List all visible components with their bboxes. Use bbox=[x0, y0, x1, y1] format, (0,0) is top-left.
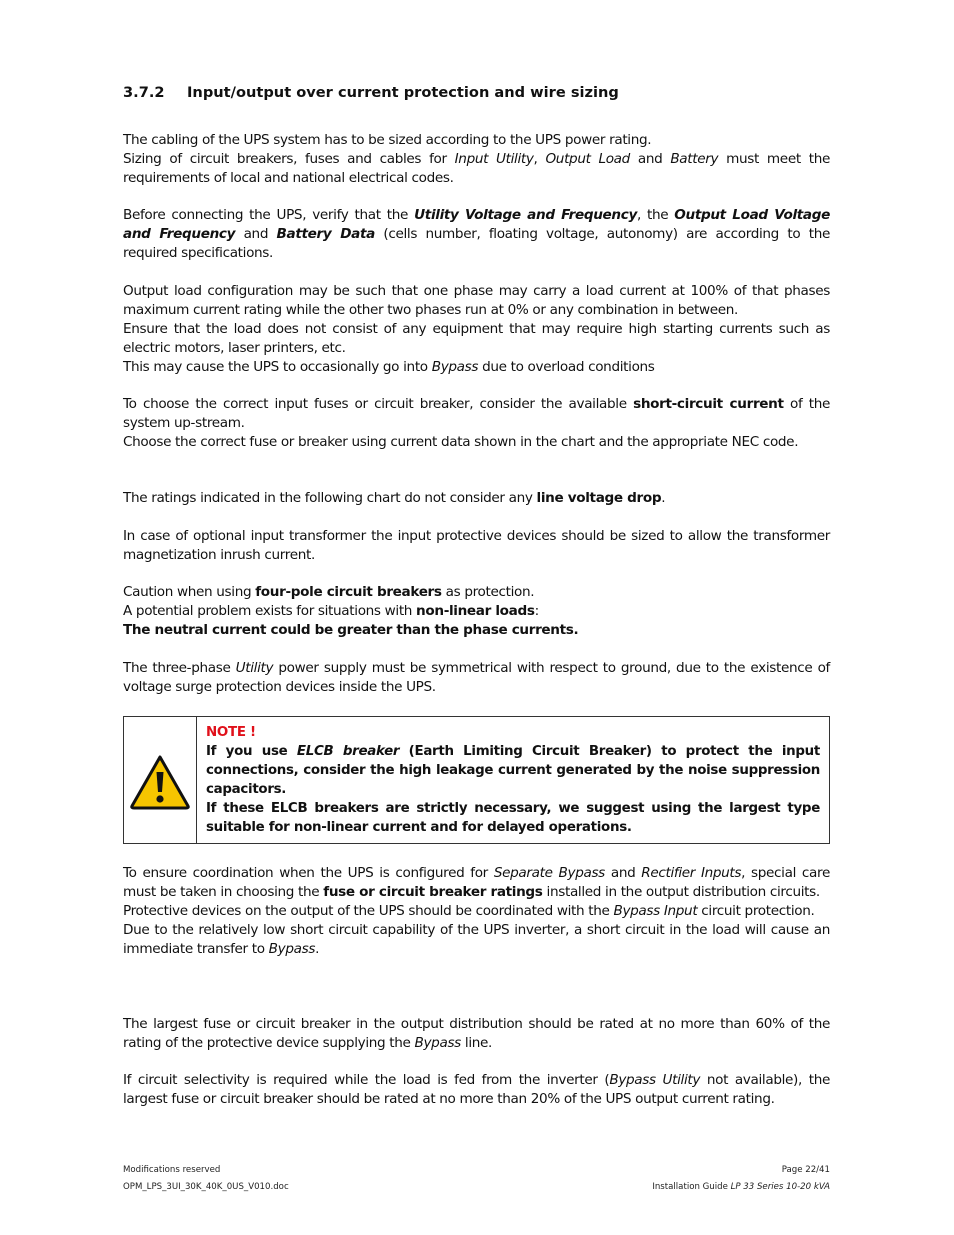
text-line: The three-phase Utility power supply must be symmetrical with respect to ground, due to the existence of voltage surge protection devices inside the UPS. bbox=[123, 660, 830, 695]
paragraph-selectivity bbox=[123, 1071, 830, 1109]
paragraph-symmetry bbox=[123, 659, 830, 697]
note-title: NOTE ! bbox=[206, 725, 256, 740]
paragraph-ratings bbox=[123, 489, 830, 508]
text-line: Sizing of circuit breakers, fuses and cables for Input Utility, Output Load and Battery must meet the requirements of local and national electrical codes. bbox=[123, 151, 830, 186]
text-line: The cabling of the UPS system has to be sized according to the UPS power rating. bbox=[123, 132, 652, 148]
section-title: Input/output over current protection and wire sizing bbox=[187, 84, 619, 101]
text-line: This may cause the UPS to occasionally go into Bypass due to overload conditions bbox=[123, 359, 655, 375]
note-line: If these ELCB breakers are strictly necessary, we suggest using the largest type suitable for non-linear current and for delayed operations. bbox=[206, 801, 820, 835]
text-line: If circuit selectivity is required while the load is fed from the inverter (Bypass Utility not available), the largest fuse or circuit breaker should be rated at no more than 20% of the UPS output current rating. bbox=[123, 1072, 830, 1107]
text-line: A potential problem exists for situations with non-linear loads: bbox=[123, 603, 539, 619]
text-line: Caution when using four-pole circuit breakers as protection. bbox=[123, 584, 535, 600]
text-line: The neutral current could be greater than the phase currents. bbox=[123, 622, 579, 638]
text-line: Due to the relatively low short circuit capability of the UPS inverter, a short circuit in the load will cause an immediate transfer to Bypass. bbox=[123, 922, 830, 957]
paragraph-verify bbox=[123, 206, 830, 263]
footer-page-number: Page 22/41 bbox=[781, 1165, 830, 1175]
text-line: The largest fuse or circuit breaker in the output distribution should be rated at no more than 60% of the rating of the protective device supplying the Bypass line. bbox=[123, 1016, 830, 1051]
paragraph-largest-fuse bbox=[123, 1015, 830, 1053]
footer-modifications: Modifications reserved bbox=[123, 1165, 221, 1175]
text-line: Ensure that the load does not consist of any equipment that may require high starting currents such as electric motors, laser printers, etc. bbox=[123, 321, 830, 356]
text-line: In case of optional input transformer the input protective devices should be sized to allow the transformer magnetization inrush current. bbox=[123, 528, 830, 563]
note-text bbox=[206, 723, 820, 837]
note-box bbox=[123, 716, 830, 844]
text-line: To choose the correct input fuses or circuit breaker, consider the available short-circuit current of the system up-stream. bbox=[123, 396, 830, 431]
paragraph-output-load bbox=[123, 282, 830, 377]
text-line: The ratings indicated in the following chart do not consider any line voltage drop. bbox=[123, 490, 666, 506]
paragraph-cabling bbox=[123, 131, 830, 188]
paragraph-transformer bbox=[123, 527, 830, 565]
text-line: Output load configuration may be such that one phase may carry a load current at 100% of that phases maximum current rating while the other two phases run at 0% or any combination in between. bbox=[123, 283, 830, 318]
note-line: If you use ELCB breaker (Earth Limiting Circuit Breaker) to protect the input connections, consider the high leakage current generated by the noise suppression capacitors. bbox=[206, 744, 820, 797]
section-number: 3.7.2 bbox=[123, 84, 165, 101]
paragraph-caution bbox=[123, 583, 830, 640]
footer-guide: Installation Guide LP 33 Series 10-20 kVA bbox=[652, 1182, 830, 1192]
text-line: To ensure coordination when the UPS is configured for Separate Bypass and Rectifier Inputs, special care must be taken in choosing the fuse or circuit breaker ratings installed in the output distribution circuits. bbox=[123, 865, 830, 900]
paragraph-fuses bbox=[123, 395, 830, 452]
section-heading bbox=[123, 84, 619, 101]
text-line: Protective devices on the output of the UPS should be coordinated with the Bypass Input circuit protection. bbox=[123, 903, 815, 919]
paragraph-coordination bbox=[123, 864, 830, 959]
text-line: Before connecting the UPS, verify that the Utility Voltage and Frequency, the Output Load Voltage and Frequency and Battery Data (cells number, floating voltage, autonomy) are according to the required specifications. bbox=[123, 207, 830, 261]
text-line: Choose the correct fuse or breaker using current data shown in the chart and the appropriate NEC code. bbox=[123, 434, 799, 450]
warning-triangle-icon bbox=[129, 754, 191, 810]
footer-doc-name: OPM_LPS_3UI_30K_40K_0US_V010.doc bbox=[123, 1182, 289, 1192]
note-icon-cell bbox=[124, 717, 197, 843]
